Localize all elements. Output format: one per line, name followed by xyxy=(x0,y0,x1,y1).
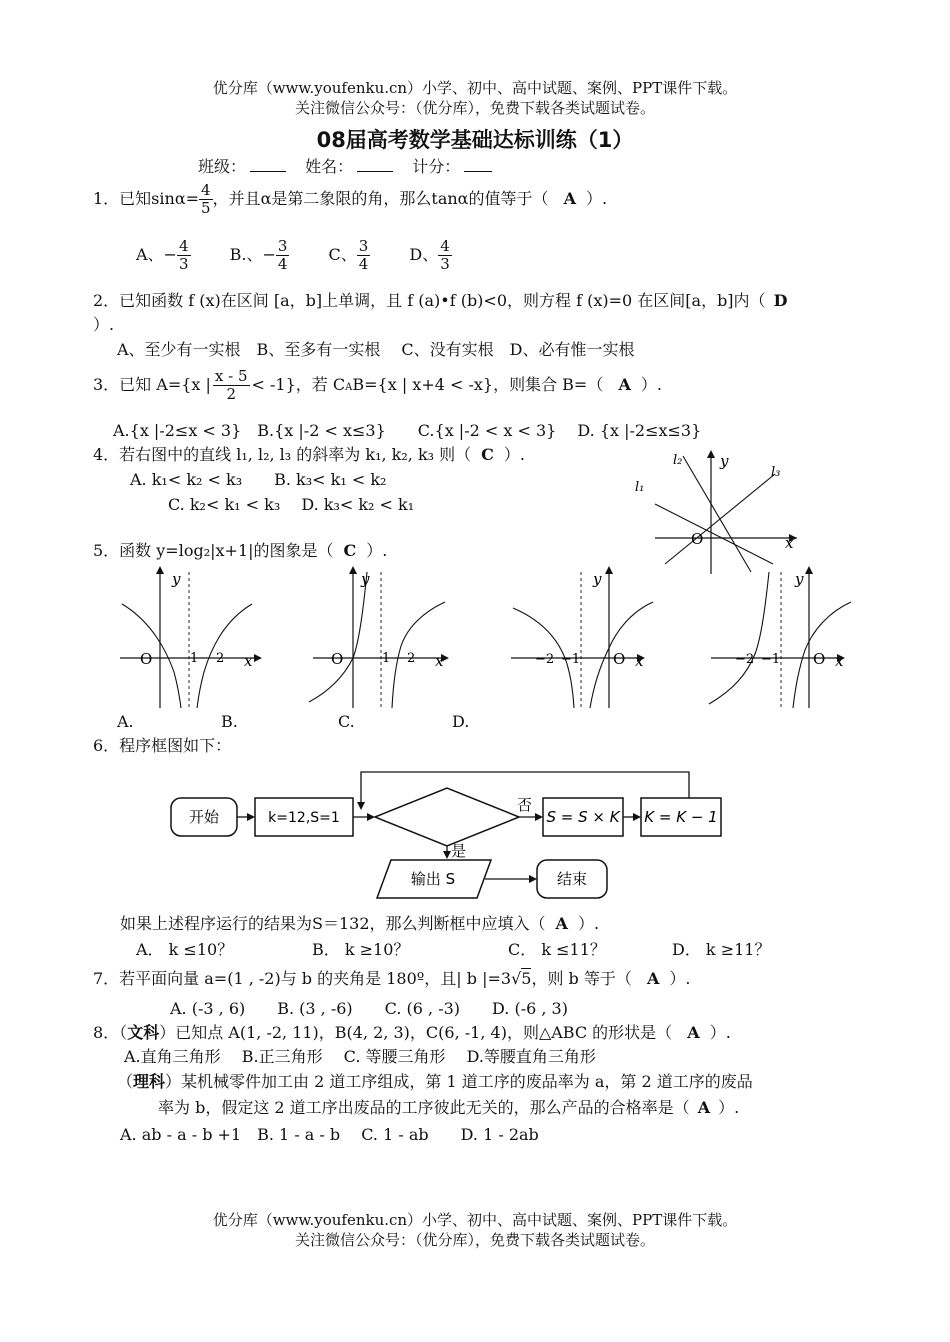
svg-text:O: O xyxy=(331,650,344,668)
q2-stem: 2．已知函数 f (x)在区间 [a，b]上单调，且 f (a)•f (b)<0，则方程 f (x)=0 在区间[a，b]内（ xyxy=(93,291,766,310)
question-7 xyxy=(93,968,691,990)
q8-answer: A xyxy=(687,1023,700,1042)
svg-text:y: y xyxy=(795,570,804,588)
name-label: 姓名： xyxy=(305,157,354,176)
q1-option-b: B.、− $\frac{3}{4}$ xyxy=(229,237,288,273)
q7-answer: A xyxy=(646,969,660,988)
q3-answer: A xyxy=(618,375,631,394)
line-l1 xyxy=(655,504,773,564)
label-l1: l₁ xyxy=(635,480,645,495)
q6-option-b: B． k ≥10？ xyxy=(312,940,410,959)
svg-text:2: 2 xyxy=(407,651,416,666)
header-line-1: 优分库（www.youfenku.cn）小学、初中、高中试题、案例、PPT课件下载。 xyxy=(212,79,738,97)
svg-text:开始: 开始 xyxy=(188,808,220,826)
q5-graph-c xyxy=(505,562,665,710)
q3-close: ）. xyxy=(640,375,662,394)
q4-stem: 4．若右图中的直线 l₁, l₂, l₃ 的斜率为 k₁, k₂, k₃ 则（ xyxy=(93,445,472,464)
svg-text:S = S × K: S = S × K xyxy=(546,808,620,826)
q1-options xyxy=(136,238,452,273)
q2-close: ）. xyxy=(93,315,115,334)
q4-options-row2: C. k₂< k₁ < k₃ D. k₃< k₂ < k₁ xyxy=(168,495,415,514)
svg-text:y: y xyxy=(172,570,181,588)
svg-text:K = K − 1: K = K − 1 xyxy=(644,808,718,826)
footer-line-2: 关注微信公众号：（优分库），免费下载各类试题试卷。 xyxy=(294,1231,655,1249)
svg-text:结束: 结束 xyxy=(556,870,588,888)
q1-option-d: D、 $\frac{4}{3}$ xyxy=(409,237,450,273)
q1-stem: 1．已知sinα= xyxy=(93,189,200,208)
page-title: 08届高考数学基础达标训练（1） xyxy=(316,128,634,152)
svg-text:−2: −2 xyxy=(735,652,755,667)
svg-text:1: 1 xyxy=(382,651,391,666)
q7-options: A. (-3 , 6) B. (3 , -6) C. (6 , -3) D. (-6 , 3) xyxy=(170,999,568,1018)
q4-answer: C xyxy=(481,445,494,464)
flow-no-label: 否 xyxy=(517,796,533,814)
q4-lines-figure xyxy=(625,446,805,578)
q1-option-a: A、− $\frac{4}{3}$ xyxy=(136,237,189,273)
label-o: O xyxy=(691,530,704,548)
line-l3 xyxy=(665,474,775,564)
q1-option-c: C、 $\frac{3}{4}$ xyxy=(328,237,369,273)
svg-text:−2: −2 xyxy=(535,652,555,667)
svg-text:x: x xyxy=(435,652,444,670)
q6-answer: A xyxy=(555,914,568,933)
student-info xyxy=(198,156,496,178)
q8-li-options: A. ab - a - b +1 B. 1 - a - b C. 1 - ab D. 1 - 2ab xyxy=(120,1125,539,1144)
question-2 xyxy=(93,290,787,312)
q6-line: 如果上述程序运行的结果为S＝132，那么判断框中应填入（ xyxy=(120,914,546,933)
flow-yes-label: 是 xyxy=(451,842,467,860)
q6-option-a: A． k ≤10？ xyxy=(136,940,234,959)
q8-li-close: ）. xyxy=(718,1098,740,1117)
q5-close: ）. xyxy=(366,541,388,560)
footer-line-1: 优分库（www.youfenku.cn）小学、初中、高中试题、案例、PPT课件下载。 xyxy=(212,1211,738,1229)
svg-text:−1: −1 xyxy=(761,652,781,667)
q8-close: ）. xyxy=(709,1023,731,1042)
svg-text:O: O xyxy=(613,650,626,668)
q1-rest: ，并且α是第二象限的角，那么tanα的值等于（ xyxy=(212,189,549,208)
q4-close: ）. xyxy=(503,445,525,464)
q7-stem: 7．若平面向量 a=(1 , -2)与 b 的夹角是 180º，且| b |=3 xyxy=(93,969,512,988)
q6-flowchart xyxy=(165,764,735,906)
q3-stem: 3．已知 A={x | xyxy=(93,375,211,394)
q5-graph-a xyxy=(112,562,272,710)
q7-close: ）. xyxy=(669,969,691,988)
svg-text:O: O xyxy=(140,650,153,668)
q6-option-c: C． k ≤11？ xyxy=(508,940,606,959)
score-label: 计分： xyxy=(412,157,461,176)
q3-fraction: $\frac{x - 5}{2}$ xyxy=(214,367,248,403)
svg-text:k=12,S=1: k=12,S=1 xyxy=(268,810,340,826)
label-x: x xyxy=(785,534,794,552)
svg-text:2: 2 xyxy=(216,651,225,666)
q3-mid: < -1}，若 C xyxy=(251,375,346,394)
q8-li-text1: ）某机械零件加工由 2 道工序组成，第 1 道工序的废品率为 a，第 2 道工序的废品 xyxy=(165,1072,753,1091)
q5-graph-b xyxy=(305,562,465,710)
q4-options-row1: A. k₁< k₂ < k₃ B. k₃< k₁ < k₂ xyxy=(130,470,387,489)
svg-text:O: O xyxy=(813,650,826,668)
svg-text:y: y xyxy=(593,570,602,588)
q3-options: A.{x |-2≤x < 3} B.{x |-2 < x≤3} C.{x |-2 < x < 3} D. {x |-2≤x≤3} xyxy=(113,421,702,440)
score-blank xyxy=(464,157,492,172)
svg-text:−1: −1 xyxy=(561,652,581,667)
q5-answer: C xyxy=(343,541,357,560)
question-5 xyxy=(93,540,387,562)
svg-text:x: x xyxy=(835,652,844,670)
q6-option-d: D． k ≥11？ xyxy=(672,940,771,959)
flow-decision xyxy=(375,788,519,846)
question-6: 6．程序框图如下： xyxy=(93,736,232,755)
q5-label-a: A. xyxy=(117,712,134,731)
q8-li-line2 xyxy=(158,1097,739,1119)
q6-prompt xyxy=(120,913,599,935)
q5-label-b: B. xyxy=(221,712,238,731)
header-line-2: 关注微信公众号：（优分库），免费下载各类试题试卷。 xyxy=(294,99,655,117)
q1-answer: A xyxy=(563,189,576,208)
q7-sqrt: √5 xyxy=(511,969,532,988)
q8-stem: ）已知点 A(1, -2, 11)，B(4, 2, 3)，C(6, -1, 4)，则△ABC 的形状是（ xyxy=(159,1023,673,1042)
question-1 xyxy=(93,182,607,217)
q5-graph-d xyxy=(705,562,865,710)
q8-pre: 8．（ xyxy=(93,1023,128,1042)
svg-text:输出 S: 输出 S xyxy=(410,870,456,888)
q8-options: A.直角三角形 B.正三角形 C. 等腰三角形 D.等腰直角三角形 xyxy=(124,1047,596,1066)
q2-answer: D xyxy=(773,291,788,310)
q8-li-text2: 率为 b，假定这 2 道工序出废品的工序彼此无关的，那么产品的合格率是（ xyxy=(158,1098,690,1117)
q8-li-line1: （理科）某机械零件加工由 2 道工序组成，第 1 道工序的废品率为 a，第 2 道工序的废品 xyxy=(117,1072,753,1091)
q5-stem: 5．函数 y=log₂|x+1|的图象是（ xyxy=(93,541,334,560)
question-4 xyxy=(93,444,525,466)
q8-tag-li: 理科 xyxy=(133,1072,166,1091)
q3-post: B={x | x+4 < -x}，则集合 B=（ xyxy=(352,375,604,394)
label-l2: l₂ xyxy=(673,453,683,468)
q5-label-d: D. xyxy=(452,712,470,731)
q7-post: ，则 b 等于（ xyxy=(531,969,632,988)
q8-tag-wen: 文科 xyxy=(127,1023,160,1042)
name-blank xyxy=(357,157,393,172)
svg-text:1: 1 xyxy=(190,651,199,666)
q1-close: ）. xyxy=(585,189,608,208)
q2-options: A、至少有一实根 B、至多有一实根 C、没有实根 D、必有惟一实根 xyxy=(117,340,635,359)
q6-close: ）. xyxy=(577,914,600,933)
q5-label-c: C. xyxy=(338,712,355,731)
class-label: 班级： xyxy=(198,157,247,176)
class-blank xyxy=(250,157,286,172)
q1-fraction: $\frac{4}{5}$ xyxy=(201,181,211,217)
q8-li-answer: A xyxy=(697,1098,711,1117)
svg-text:x: x xyxy=(244,652,253,670)
question-8 xyxy=(93,1022,731,1044)
svg-text:x: x xyxy=(635,652,644,670)
label-y: y xyxy=(720,452,729,470)
q3-sub: A xyxy=(345,382,353,393)
question-3 xyxy=(93,368,662,403)
label-l3: l₃ xyxy=(771,465,781,480)
svg-text:y: y xyxy=(361,570,370,588)
line-l2 xyxy=(683,456,751,572)
